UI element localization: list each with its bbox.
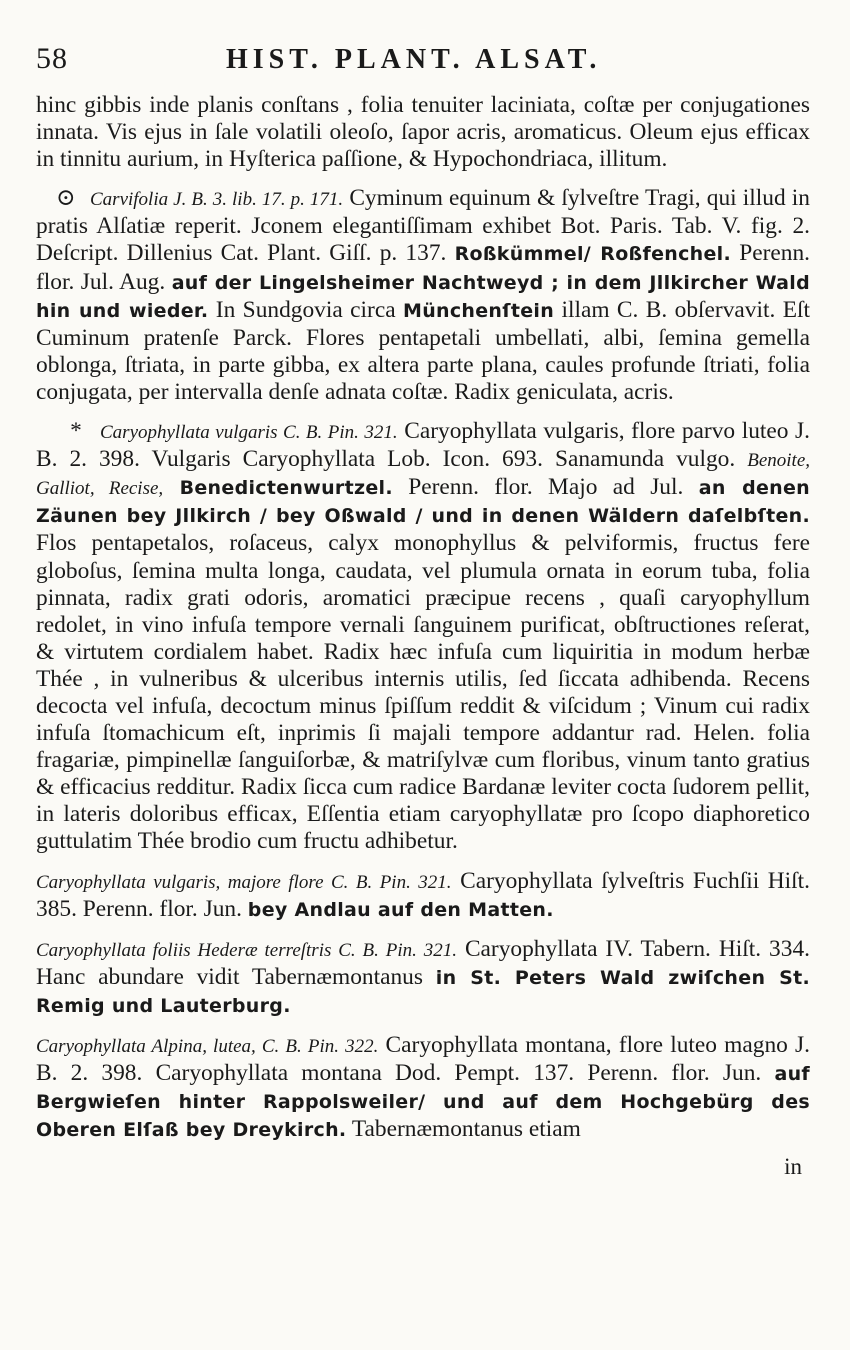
german-name: Roßkümmel/ Roßfenchel.	[454, 243, 731, 266]
entry-carvifolia: ⊙ Carvifolia J. B. 3. lib. 17. p. 171. Cyminum equinum & ſylveſtre Tragi, qui illud in pratis Alſatiæ reperit. Jconem elegantiſſimam exhibet Bot. Paris. Tab. V. fig. 2. Deſcript. Dillenius Cat. Plant. Giſſ. p. 137. Roßkümmel/ Roßfenchel. Perenn. flor. Jul. Aug. auf der Lingelsheimer Nachtweyd ; in dem Jllkircher Wald hin und wieder. In Sundgovia circa Münchenſtein illam C. B. obſervavit. Eſt Cuminum pratenſe Parck. Flores pentapetali umbellati, albi, ſemina gemella oblonga, ſtriata, in parte gibba, ex altera parte plana, caules profunde ſtriati, folia conjugata, per intervalla denſe adnata coſtæ. Radix geniculata, acris.	[36, 185, 811, 405]
german-name: Benedictenwurtzel.	[163, 477, 393, 500]
catchword: in	[784, 1154, 802, 1180]
running-title: HIST. PLANT. ALSAT.	[226, 44, 602, 75]
entry-caryophyllata-vulgaris: * Caryophyllata vulgaris C. B. Pin. 321. Caryophyllata vulgaris, flore parvo luteo J. B. 2. 398. Vulgaris Caryophyllata Lob. Icon. 693. Sanamunda vulgo. Benoite, Galliot, Recise, Benedictenwurtzel. Perenn. flor. Majo ad Jul. an denen Zäunen bey Jllkirch / bey Oßwald / und in denen Wäldern daſelbſten. Flos pentapetalos, roſaceus, calyx monophyllus & pelviformis, fructus fere globoſus, ſemina multa longa, caudata, vel plumula ornata in eorum tuba, folia pinnata, radix grati odoris, aromatici præcipue recens , quaſi caryophyllum redolet, in vino infuſa tempore vernali ſanguinem purificat, obſtructiones reſerat, & virtutem cordialem habet. Radix hæc infuſa cum liquiritia in modum herbæ Thée , in vulneribus & ulceribus internis utilis, ſed ſiccata adhibenda. Recens decocta vel infuſa, decoctum minus ſpiſſum reddit & viſcidum ; Vinum cui radix infuſa ſtomachicum eſt, inprimis ſi majali tempore addantur rad. Helen. folia fragariæ, pimpinellæ ſanguiſorbæ, & matriſylvæ cum floribus, vinum tanto gratius & efficacius redditur. Radix ſicca cum radice Bardanæ leviter cocta ſudorem pellit, in lateris doloribus efficax, Eſſentia etiam caryophyllatæ pro ſcopo diaphoretico guttulatim Thée brodio cum fructu adhibetur.	[36, 418, 811, 855]
german-locality: auf Bergwieſen hinter Rappolsweiler/ und auf dem Hochgebürg des Oberen Elſaß bey Dreykirch.	[36, 1063, 810, 1142]
german-locality: an denen Zäunen bey Jllkirch / bey Oßwald / und in denen Wäldern daſelbſten.	[36, 477, 810, 528]
german-locality: auf der Lingelsheimer Nachtweyd ; in dem Jllkircher Wald hin und wieder.	[36, 271, 810, 322]
entry-reference: Carvifolia J. B. 3. lib. 17. p. 171.	[90, 189, 344, 211]
german-place: Münchenſtein	[403, 299, 555, 322]
entry-reference: Caryophyllata vulgaris, majore flore C. B. Pin. 321.	[36, 871, 452, 893]
sun-symbol-icon: ⊙	[56, 185, 76, 212]
entry-caryophyllata-alpina: Caryophyllata Alpina, lutea, C. B. Pin. 322. Caryophyllata montana, flore luteo magno J. B. 2. 398. Caryophyllata montana Dod. Pempt. 137. Perenn. flor. Jun. auf Bergwieſen hinter Rappolsweiler/ und auf dem Hochgebürg des Oberen Elſaß bey Dreykirch. Tabernæmontanus etiam	[36, 1032, 810, 1143]
french-names: Benoite, Galliot, Recise,	[36, 450, 810, 500]
page-header	[36, 42, 810, 92]
asterisk-icon: *	[70, 418, 82, 445]
entry-reference: Caryophyllata Alpina, lutea, C. B. Pin. 322.	[36, 1036, 379, 1057]
entry-reference: Caryophyllata foliis Hederæ terreſtris C. B. Pin. 321.	[36, 939, 457, 961]
page-number: 58	[36, 42, 68, 75]
german-locality: in St. Peters Wald zwiſchen St. Remig und Lauterburg.	[36, 966, 810, 1017]
entry-caryophyllata-majore: Caryophyllata vulgaris, majore flore C. B. Pin. 321. Caryophyllata ſylveſtris Fuchſii Hiſt. 385. Perenn. flor. Jun. bey Andlau auf den Matten.	[36, 867, 810, 922]
entry-reference: Caryophyllata vulgaris C. B. Pin. 321.	[100, 422, 398, 444]
page-body	[36, 92, 810, 1180]
entry-caryophyllata-hederae: Caryophyllata foliis Hederæ terreſtris C. B. Pin. 321. Caryophyllata IV. Tabern. Hiſt. 334. Hanc abundare vidit Tabernæmontanus in St. Peters Wald zwiſchen St. Remig und Lauterburg.	[36, 935, 810, 1017]
german-locality: bey Andlau auf den Matten.	[247, 898, 554, 921]
paragraph-continuation: hinc gibbis inde planis conſtans , folia tenuiter laciniata, coſtæ per conjugationes innata. Vis ejus in ſale volatili oleoſo, ſapor acris, aromaticus. Oleum ejus efficax in tinnitu aurium, in Hyſterica paſſione, & Hypochondriaca, illitum.	[36, 92, 810, 173]
